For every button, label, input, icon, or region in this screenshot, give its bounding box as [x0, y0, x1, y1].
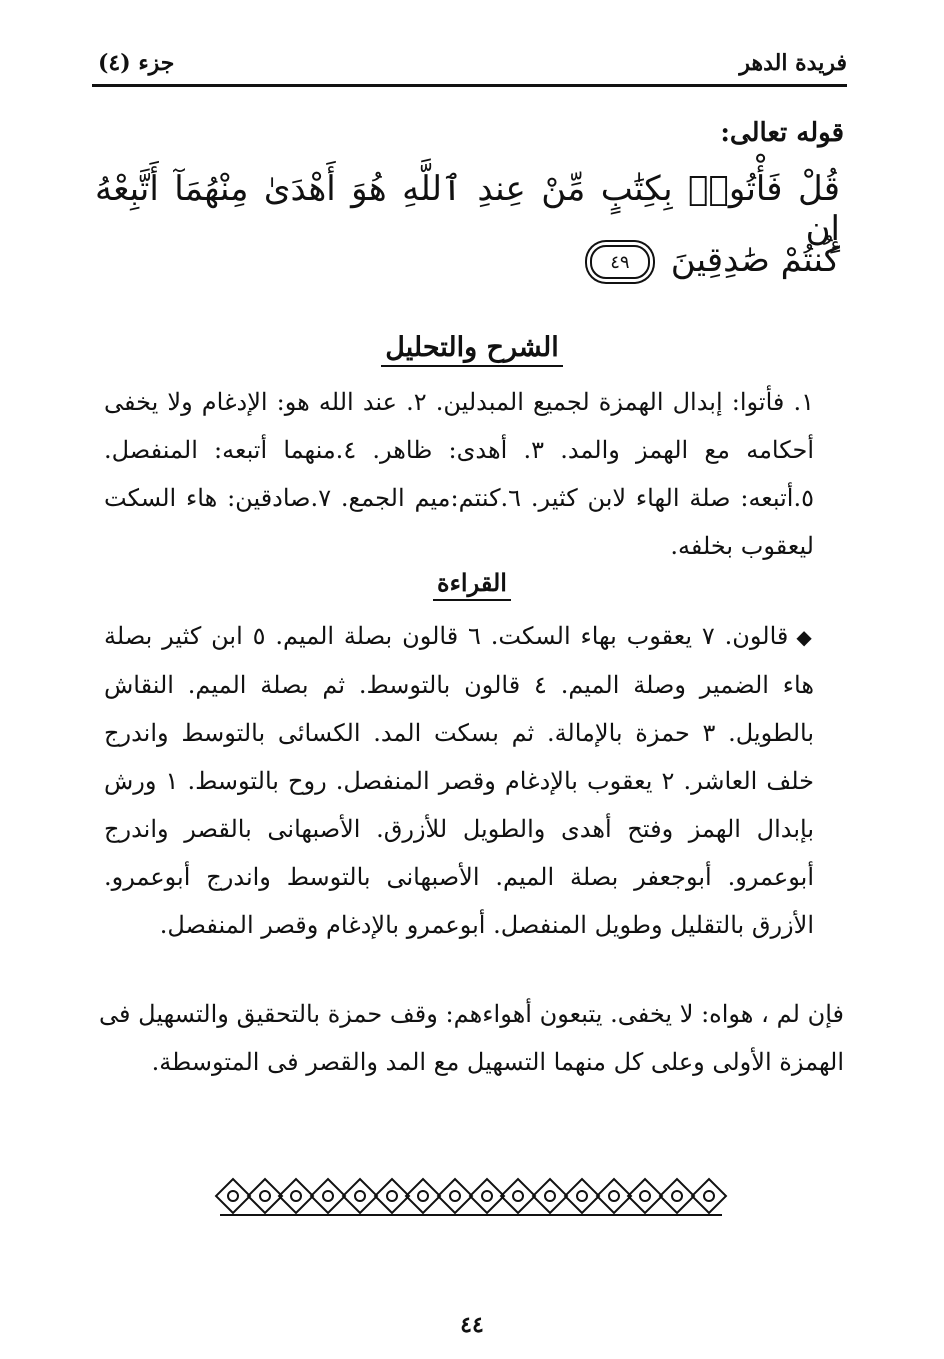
closing-note: فإن لم ، هواه: لا يخفى. يتبعون أهواءهم: وقف حمزة بالتحقيق والتسهيل فى الهمزة الأولى وعلى كل منهما التسهيل مع المد والقصر فى المتوسطة.	[99, 1000, 844, 1076]
verse-intro: قوله تعالى:	[720, 118, 844, 148]
quran-verse-text: كُنتُمْ صَٰدِقِينَ	[670, 240, 840, 280]
book-title: فريدة الدهر	[739, 50, 847, 76]
readings-title: القراءة	[433, 568, 511, 601]
page-number: ٤٤	[460, 1312, 484, 1338]
volume-label: جزء (٤)	[98, 50, 175, 76]
page-header	[92, 44, 847, 87]
explanation-heading	[0, 332, 944, 363]
verse-number-badge: ٤٩	[590, 245, 650, 279]
ornament-divider	[220, 1178, 722, 1216]
readings-heading	[0, 568, 944, 597]
quran-verse-line-1: قُلْ فَأْتُوا۟ بِكِتَٰبٍ مِّنْ عِندِ ٱللَّهِ هُوَ أَهْدَىٰ مِنْهُمَآ أَتَّبِعْهُ إِن	[95, 169, 840, 249]
explanation-paragraph: ١. فأتوا: إبدال الهمزة لجميع المبدلين. ٢. عند الله هو: الإدغام ولا يخفى أحكامه مع الهمز والمد. ٣. أهدى: ظاهر. ٤.منهما أتبعه: المنفصل. ٥.أتبعه: صلة الهاء لابن كثير. ٦.كنتم:ميم الجمع. ٧.صادقين: هاء السكت ليعقوب بخلفه.	[104, 388, 814, 560]
explanation-title: الشرح والتحليل	[381, 332, 562, 367]
diamond-bullet-icon: ◆	[796, 625, 814, 649]
quran-verse-line-2	[95, 240, 840, 280]
ornament-flower-icon	[690, 1178, 727, 1215]
readings-text: قالون. ٧ يعقوب بهاء السكت. ٦ قالون بصلة الميم. ٥ ابن كثير بصلة هاء الضمير وصلة الميم. ٤ قالون بالتوسط. ثم بصلة الميم. النقاش بالطويل. ٣ حمزة بالإمالة. ثم بسكت المد. الكسائى بالتوسط واندرج خلف العاشر. ٢ يعقوب بالإدغام وقصر المنفصل. روح بالتوسط. ١ ورش بإبدال الهمز وفتح أهدى والطويل للأزرق. الأصبهانى بالقصر واندرج أبوعمرو. أبوجعفر بصلة الميم. الأصبهانى بالتوسط واندرج أبوعمرو. الأزرق بالتقليل وطويل المنفصل. أبوعمرو بالإدغام وقصر المنفصل.	[104, 622, 814, 939]
readings-paragraph	[104, 612, 814, 949]
